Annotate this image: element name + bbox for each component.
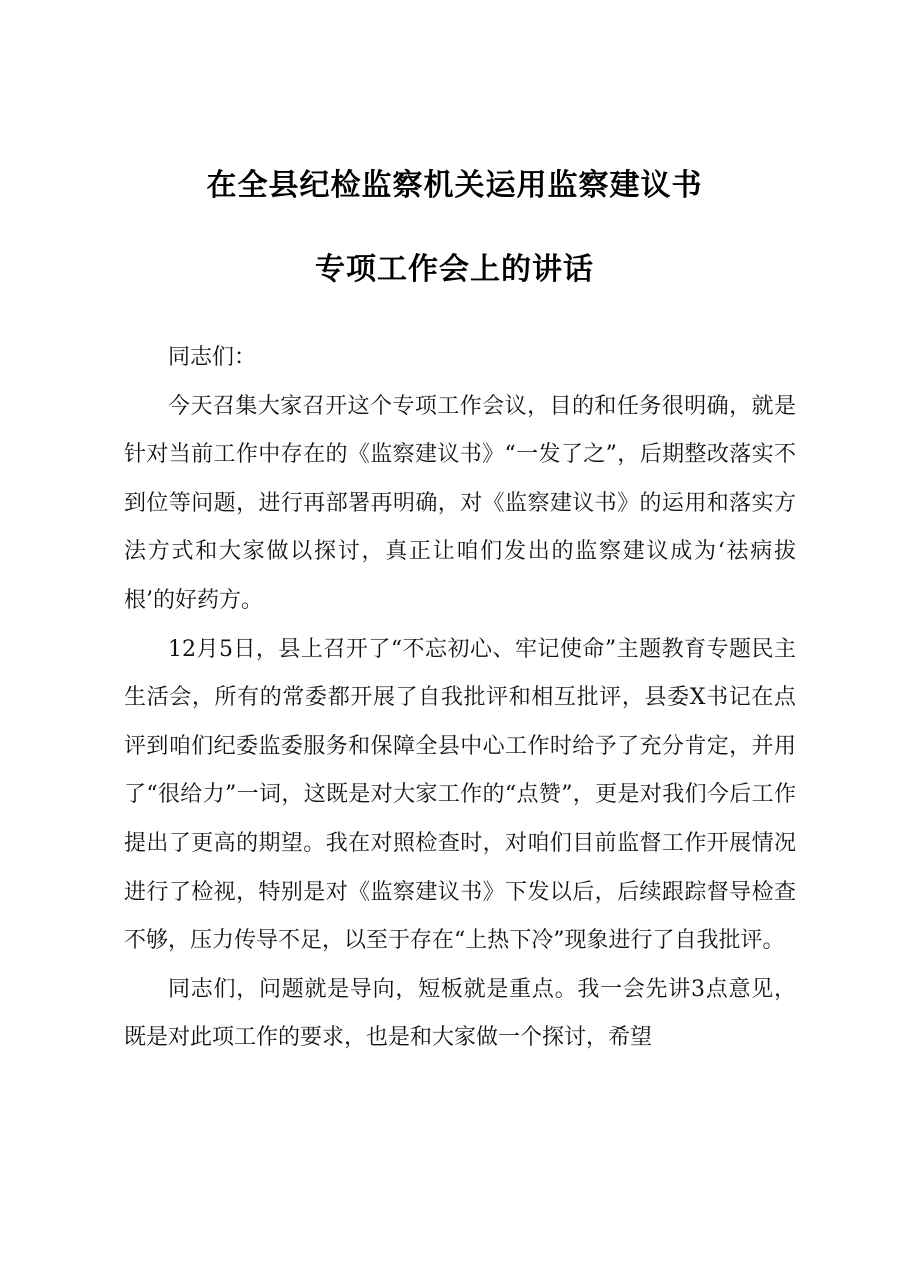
document-title-line-1: 在全县纪检监察机关运用监察建议书	[206, 168, 703, 203]
salutation: 同志们：	[168, 345, 257, 370]
paragraph-1: 今天召集大家召开这个专项工作会议，目的和任务很明确，就是针对当前工作中存在的《监察建议书》“一发了之”，后期整改落实不到位等问题，进行再部署再明确，对《监察建议书》的运用和落实方法方式和大家做以探讨，真正让咱们发出的监察建议成为‘祛病拔根’的好药方。	[124, 393, 796, 613]
document-body	[124, 334, 796, 1063]
document-title-line-2: 专项工作会上的讲话	[315, 252, 594, 287]
paragraph-3: 同志们，问题就是导向，短板就是重点。我一会先讲3点意见，既是对此项工作的要求，也是和大家做一个探讨，希望	[124, 976, 796, 1051]
paragraph-2: 12月5日，县上召开了“不忘初心、牢记使命”主题教育专题民主生活会，所有的常委都开展了自我批评和相互批评，县委X书记在点评到咱们纪委监委服务和保障全县中心工作时给予了充分肯定，并用了“很给力”一词，这既是对大家工作的“点赞”，更是对我们今后工作提出了更高的期望。我在对照检查时，对咱们目前监督工作开展情况进行了检视，特别是对《监察建议书》下发以后，后续跟踪督导检查不够，压力传导不足，以至于存在“上热下冷”现象进行了自我批评。	[124, 636, 796, 954]
